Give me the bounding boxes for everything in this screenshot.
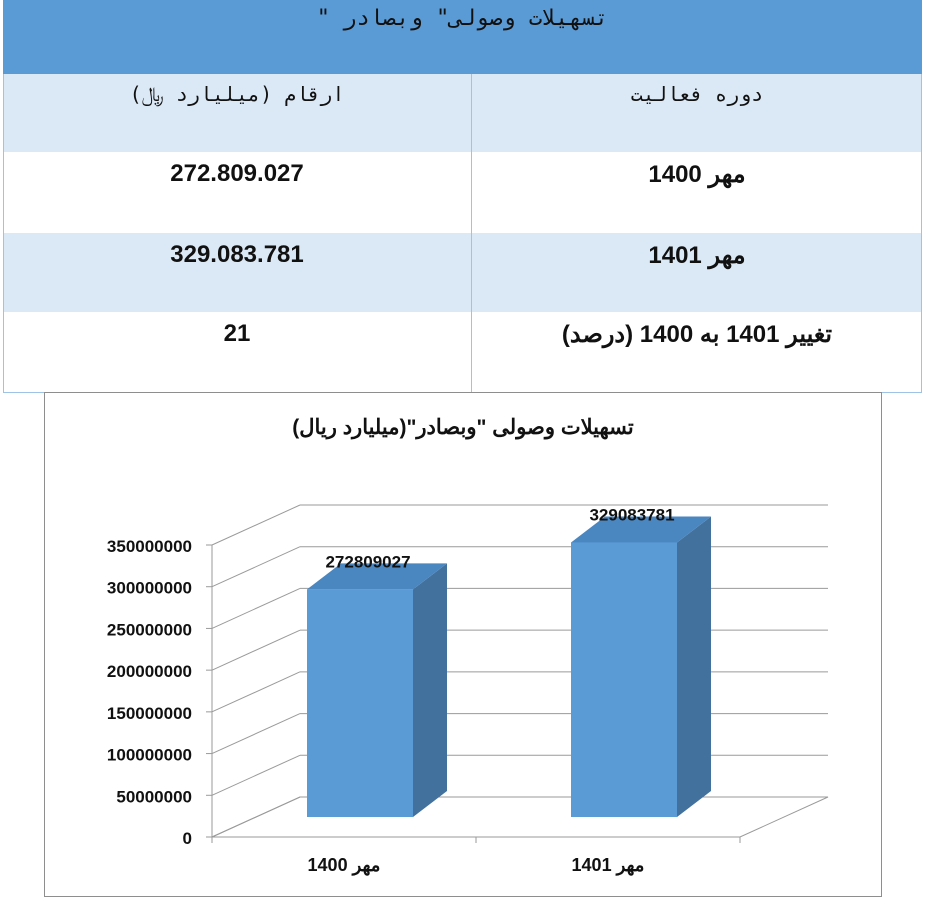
header-figures	[3, 74, 471, 106]
y-tick-label: 350000000	[106, 537, 192, 556]
y-tick-label: 0	[182, 829, 192, 848]
row-period: مهر 1401	[648, 242, 746, 269]
header-figures-label: ارقام (میلیارد ﷼)	[129, 82, 345, 106]
row-value: 21	[223, 320, 251, 347]
y-tick-label: 300000000	[106, 578, 192, 598]
table-row	[3, 152, 922, 233]
side-wall-gridline	[212, 672, 300, 712]
bar-side-face	[677, 516, 711, 817]
header-period-label: دوره فعالیت	[630, 82, 764, 106]
bar	[307, 589, 413, 817]
row-period: مهر 1400	[648, 161, 746, 188]
x-tick-label: مهر 1400	[307, 855, 381, 875]
y-tick-label: 250000000	[106, 620, 192, 640]
side-wall-gridline	[212, 505, 300, 545]
bar-side-face	[413, 563, 447, 817]
x-tick-label: مهر 1401	[571, 855, 645, 875]
chart-title: تسهیلات وصولی "وبصادر"(میلیارد ریال)	[292, 416, 634, 439]
bar-chart	[45, 393, 883, 898]
bar	[571, 542, 677, 817]
table-row	[3, 233, 922, 312]
row-value: 272.809.027	[170, 160, 304, 187]
chart-floor	[212, 797, 828, 837]
side-wall-gridline	[212, 714, 300, 754]
y-tick-label: 200000000	[106, 662, 192, 682]
header-period	[472, 74, 922, 106]
table-header-row	[3, 74, 922, 152]
y-tick-label: 100000000	[106, 745, 192, 765]
table-title-bar	[3, 0, 922, 74]
side-wall-gridline	[212, 588, 300, 628]
chart-container	[44, 392, 882, 897]
row-period: تغییر 1401 به 1400 (درصد)	[561, 321, 833, 348]
side-wall-gridline	[212, 755, 300, 795]
table-title: تسهیلات وصولی" وبصادر "	[316, 6, 609, 31]
side-wall-gridline	[212, 630, 300, 670]
table-row	[3, 312, 922, 392]
y-tick-label: 50000000	[116, 787, 192, 807]
y-tick-label: 150000000	[106, 703, 192, 723]
row-value: 329.083.781	[170, 241, 304, 268]
data-label: 272809027	[325, 552, 411, 572]
side-wall-gridline	[212, 547, 300, 587]
data-label: 329083781	[589, 505, 675, 525]
